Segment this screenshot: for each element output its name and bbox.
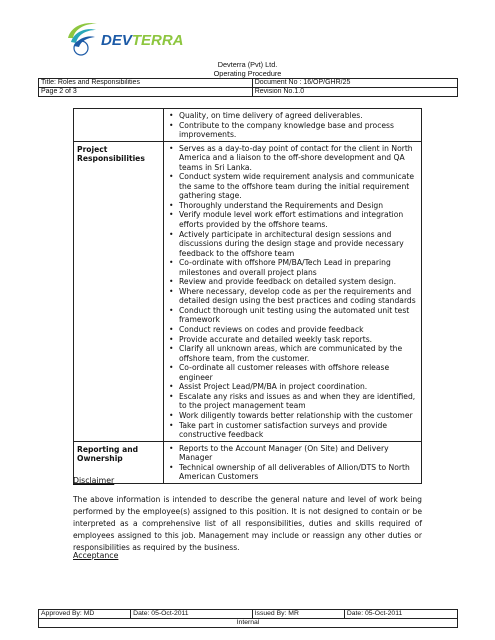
table-row <box>74 109 422 142</box>
list-item: • Review and provide feedback on detailed system design. <box>167 277 418 287</box>
document-header-table <box>38 78 458 97</box>
issued-by: Issued By: MR <box>252 610 344 619</box>
list-item: • Contribute to the company knowledge base and process improvements. <box>167 121 418 140</box>
list-item: • Clarify all unknown areas, which are communicated by the offshore team, from the customer. <box>167 344 418 363</box>
disclaimer-text: The above information is intended to describe the general nature and level of work being performed by the employee(s) assigned to this position. It is not designed to contain or be interpreted as a comprehensive list of all responsibilities, duties and skills required of employees assigned to this job. Management may include or reassign any other duties or responsibilities as required by the business. <box>73 495 422 552</box>
document-footer-table <box>38 609 458 628</box>
list-item: • Co-ordinate with offshore PM/BA/Tech Lead in preparing milestones and overall project plans <box>167 258 418 277</box>
document-type: Operating Procedure <box>213 69 282 78</box>
list-item: • Quality, on time delivery of agreed deliverables. <box>167 111 418 121</box>
list-item: • Take part in customer satisfaction surveys and provide constructive feedback <box>167 421 418 440</box>
issue-date: Date: 05-Oct-2011 <box>344 610 457 619</box>
classification: Internal <box>39 619 458 628</box>
bullet-list <box>167 444 418 482</box>
list-item: • Assist Project Lead/PM/BA in project coordination. <box>167 382 418 392</box>
list-item: • Work diligently towards better relationship with the customer <box>167 411 418 421</box>
acceptance-heading: Acceptance <box>73 551 119 560</box>
table-row <box>74 441 422 483</box>
list-item: • Where necessary, develop code as per the requirements and detailed design using the best practices and coding standards <box>167 287 418 306</box>
approved-by: Approved By: MD <box>39 610 131 619</box>
list-item: • Escalate any risks and issues as and when they are identified, to the project management team <box>167 392 418 411</box>
svg-text:DEVTERRA: DEVTERRA <box>101 32 184 49</box>
row-label: Reporting and Ownership <box>74 441 164 483</box>
list-item: • Conduct system wide requirement analysis and communicate the same to the offshore team during the initial requirement gathering stage. <box>167 172 418 201</box>
list-item: • Reports to the Account Manager (On Site) and Delivery Manager <box>167 444 418 463</box>
list-item: • Conduct thorough unit testing using the automated unit test framework <box>167 306 418 325</box>
revision-number: Revision No.1.0 <box>252 88 457 97</box>
responsibilities-table <box>73 108 422 484</box>
document-number: Document No : 16/OP/GHR/25 <box>252 79 457 88</box>
document-title: Title: Roles and Responsibilities <box>39 79 253 88</box>
devterra-logo <box>65 18 185 58</box>
row-label: Project Responsibilities <box>74 141 164 441</box>
list-item: • Actively participate in architectural design sessions and discussions during the design stage and provide necessary feedback to the offshore team <box>167 230 418 259</box>
list-item: • Conduct reviews on codes and provide feedback <box>167 325 418 335</box>
devterra-logo-mark <box>65 18 185 58</box>
list-item: • Thoroughly understand the Requirements and Design <box>167 201 418 211</box>
list-item: • Technical ownership of all deliverables of Allion/DTS to North American Customers <box>167 463 418 482</box>
company-name: Devterra (Pvt) Ltd. <box>217 60 278 69</box>
row-content <box>164 441 422 483</box>
disclaimer-heading: Disclaimer <box>73 476 115 485</box>
approval-date: Date: 05-Oct-2011 <box>131 610 253 619</box>
list-item: • Co-ordinate all customer releases with offshore release engineer <box>167 363 418 382</box>
page-number: Page 2 of 3 <box>39 88 253 97</box>
empty-label-cell <box>74 109 164 142</box>
row-content <box>164 141 422 441</box>
bullet-list <box>167 111 418 140</box>
list-item: • Provide accurate and detailed weekly task reports. <box>167 335 418 345</box>
table-row <box>74 141 422 441</box>
list-item: • Serves as a day-to-day point of contact for the client in North America and a liaison to the off-shore development and QA teams in Sri Lanka. <box>167 144 418 173</box>
bullet-list <box>167 144 418 440</box>
list-item: • Verify module level work effort estimations and integration efforts provided by the offshore teams. <box>167 210 418 229</box>
continued-cell <box>164 109 422 142</box>
